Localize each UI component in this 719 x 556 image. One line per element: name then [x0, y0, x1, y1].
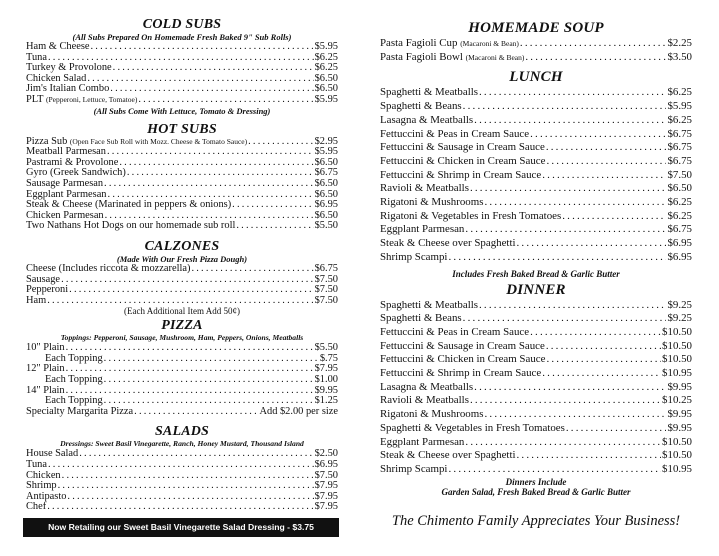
tagline: The Chimento Family Appreciates Your Business! — [391, 513, 681, 529]
menu-item: 10" Plain ..... $5.50 — [26, 343, 338, 354]
cold-subs-title: COLD SUBS — [142, 17, 222, 32]
menu-item: Fettuccini & Sausage in Cream Sauce ..... $6.75 — [380, 141, 692, 155]
menu-item: Fettuccini & Peas in Cream Sauce ..... $10.50 — [380, 326, 692, 340]
menu-item: Tuna ..... $6.25 — [26, 53, 338, 64]
pizza-list — [26, 343, 338, 417]
menu-item: Chicken ..... $7.50 — [26, 471, 338, 482]
menu-item: Rigatoni & Mushrooms ..... $9.95 — [380, 408, 692, 422]
menu-item: Spaghetti & Meatballs ..... $6.25 — [380, 86, 692, 100]
menu-item: Each Topping ..... $1.25 — [26, 396, 338, 407]
pizza-toppings-note: Toppings: Pepperoni, Sausage, Mushroom, Ham, Peppers, Onions, Meatballs — [60, 333, 304, 343]
menu-item: Shrimp Scampi ..... $6.95 — [380, 251, 692, 265]
soup-list — [380, 37, 692, 64]
lunch-footer-note: Includes Fresh Baked Bread & Garlic Butter — [452, 268, 620, 279]
menu-item: Pepperoni ..... $7.50 — [26, 285, 338, 296]
menu-item: Shrimp ..... $7.95 — [26, 481, 338, 492]
calzones-list — [26, 264, 338, 306]
menu-item: Pizza Sub (Open Face Sub Roll with Mozz. Cheese & Tomato Sauce) ..... $2.95 — [26, 137, 338, 148]
pizza-title: PIZZA — [161, 318, 203, 334]
left-column — [26, 0, 338, 513]
menu-item: Fettuccini & Peas in Cream Sauce ..... $6.75 — [380, 128, 692, 142]
menu-item: Turkey & Provolone ..... $6.25 — [26, 63, 338, 74]
menu-item: Spaghetti & Vegetables in Fresh Tomatoes ..... $9.95 — [380, 422, 692, 436]
menu-item: Gyro (Greek Sandwich) ..... $6.75 — [26, 168, 338, 179]
homemade-soup-title: HOMEMADE SOUP — [468, 20, 604, 36]
menu-item: Fettuccini & Chicken in Cream Sauce ..... $6.75 — [380, 155, 692, 169]
dinner-title: DINNER — [506, 281, 566, 298]
menu-item: Steak & Cheese (Marinated in peppers & onions) ..... $6.95 — [26, 200, 338, 211]
dinner-footer-note-1: Dinners Include — [505, 476, 567, 487]
menu-item: Eggplant Parmesan ..... $6.75 — [380, 223, 692, 237]
menu-item: Fettuccini & Shrimp in Cream Sauce ..... $7.50 — [380, 169, 692, 183]
menu-item: Fettuccini & Chicken in Cream Sauce ..... $10.50 — [380, 353, 692, 367]
menu-item: Fettuccini & Sausage in Cream Sauce ..... $10.50 — [380, 340, 692, 354]
menu-item: Chicken Salad ..... $6.50 — [26, 74, 338, 85]
menu-item: PLT (Pepperoni, Lettuce, Tomatoe) ..... $5.95 — [26, 95, 338, 106]
menu-item: Two Nathans Hot Dogs on our homemade sub roll ..... $5.50 — [26, 221, 338, 232]
menu-item: Spaghetti & Beans ..... $9.25 — [380, 312, 692, 326]
menu-item: Ham & Cheese ..... $5.95 — [26, 42, 338, 53]
lunch-title: LUNCH — [509, 69, 563, 86]
menu-item: Ham ..... $7.50 — [26, 296, 338, 307]
calzones-title: CALZONES — [144, 238, 220, 254]
menu-item: Each Topping ..... $.75 — [26, 354, 338, 365]
cold-subs-footer-note: (All Subs Come With Lettuce, Tomato & Dressing) — [93, 105, 271, 116]
menu-item: Lasagna & Meatballs ..... $6.25 — [380, 114, 692, 128]
menu-item: Shrimp Scampi ..... $10.95 — [380, 463, 692, 477]
salads-dressings-note: Dressings: Sweet Basil Vinegarette, Ranch, Honey Mustard, Thousand Island — [60, 439, 304, 449]
menu-item: Rigatoni & Vegetables in Fresh Tomatoes ..... $6.25 — [380, 210, 692, 224]
salad-dressing-banner: Now Retailing our Sweet Basil Vinegarette Salad Dressing - $3.75 — [23, 518, 339, 537]
calzones-footer-note: (Each Additional Item Add 50¢) — [124, 306, 240, 317]
cold-subs-note: (All Subs Prepared On Homemade Fresh Baked 9" Sub Rolls) — [72, 32, 292, 42]
menu-item: Lasagna & Meatballs ..... $9.95 — [380, 381, 692, 395]
dinner-list — [380, 299, 692, 477]
menu-item: Sausage Parmesan ..... $6.50 — [26, 179, 338, 190]
menu-item: Rigatoni & Mushrooms ..... $6.25 — [380, 196, 692, 210]
menu-item: Chef ..... $7.95 — [26, 502, 338, 513]
menu-item: Chicken Parmesan ..... $6.50 — [26, 211, 338, 222]
menu-item: Spaghetti & Beans ..... $5.95 — [380, 100, 692, 114]
menu-item: Jim's Italian Combo ..... $6.50 — [26, 84, 338, 95]
right-column — [380, 0, 692, 497]
menu-item: Pasta Fagioli Cup (Macaroni & Bean) ..... $2.25 — [380, 37, 692, 51]
hot-subs-list — [26, 137, 338, 232]
dinner-footer-note-2: Garden Salad, Fresh Baked Bread & Garlic Butter — [441, 486, 631, 497]
menu-item: Fettuccini & Shrimp in Cream Sauce ..... $10.95 — [380, 367, 692, 381]
menu-item: Ravioli & Meatballs ..... $10.25 — [380, 394, 692, 408]
menu-item: Spaghetti & Meatballs ..... $9.25 — [380, 299, 692, 313]
menu-item: Steak & Cheese over Spaghetti ..... $6.95 — [380, 237, 692, 251]
menu-item: Antipasto ..... $7.95 — [26, 492, 338, 503]
salads-list — [26, 449, 338, 513]
menu-item: Each Topping ..... $1.00 — [26, 375, 338, 386]
menu-item: Sausage ..... $7.50 — [26, 275, 338, 286]
menu-item: Ravioli & Meatballs ..... $6.50 — [380, 182, 692, 196]
lunch-list — [380, 86, 692, 264]
menu-item: Meatball Parmesan ..... $5.95 — [26, 147, 338, 158]
salads-title: SALADS — [154, 424, 210, 440]
menu-item: 12" Plain ..... $7.95 — [26, 364, 338, 375]
menu-item: Cheese (Includes riccota & mozzarella) ..... $6.75 — [26, 264, 338, 275]
menu-item: Eggplant Parmesan ..... $10.50 — [380, 436, 692, 450]
menu-item: Pasta Fagioli Bowl (Macaroni & Bean) ..... $3.50 — [380, 51, 692, 65]
hot-subs-title: HOT SUBS — [147, 121, 217, 137]
cold-subs-list — [26, 42, 338, 106]
menu-item: Pastrami & Provolone ..... $6.50 — [26, 158, 338, 169]
menu-item: House Salad ..... $2.50 — [26, 449, 338, 460]
menu-item: 14" Plain ..... $9.95 — [26, 386, 338, 397]
calzones-note: (Made With Our Fresh Pizza Dough) — [116, 253, 248, 264]
menu-item: Steak & Cheese over Spaghetti ..... $10.50 — [380, 449, 692, 463]
menu-item: Specialty Margarita Pizza ..... Add $2.00 per size — [26, 407, 338, 418]
menu-item: Eggplant Parmesan ..... $6.50 — [26, 190, 338, 201]
menu-item: Tuna ..... $6.95 — [26, 460, 338, 471]
